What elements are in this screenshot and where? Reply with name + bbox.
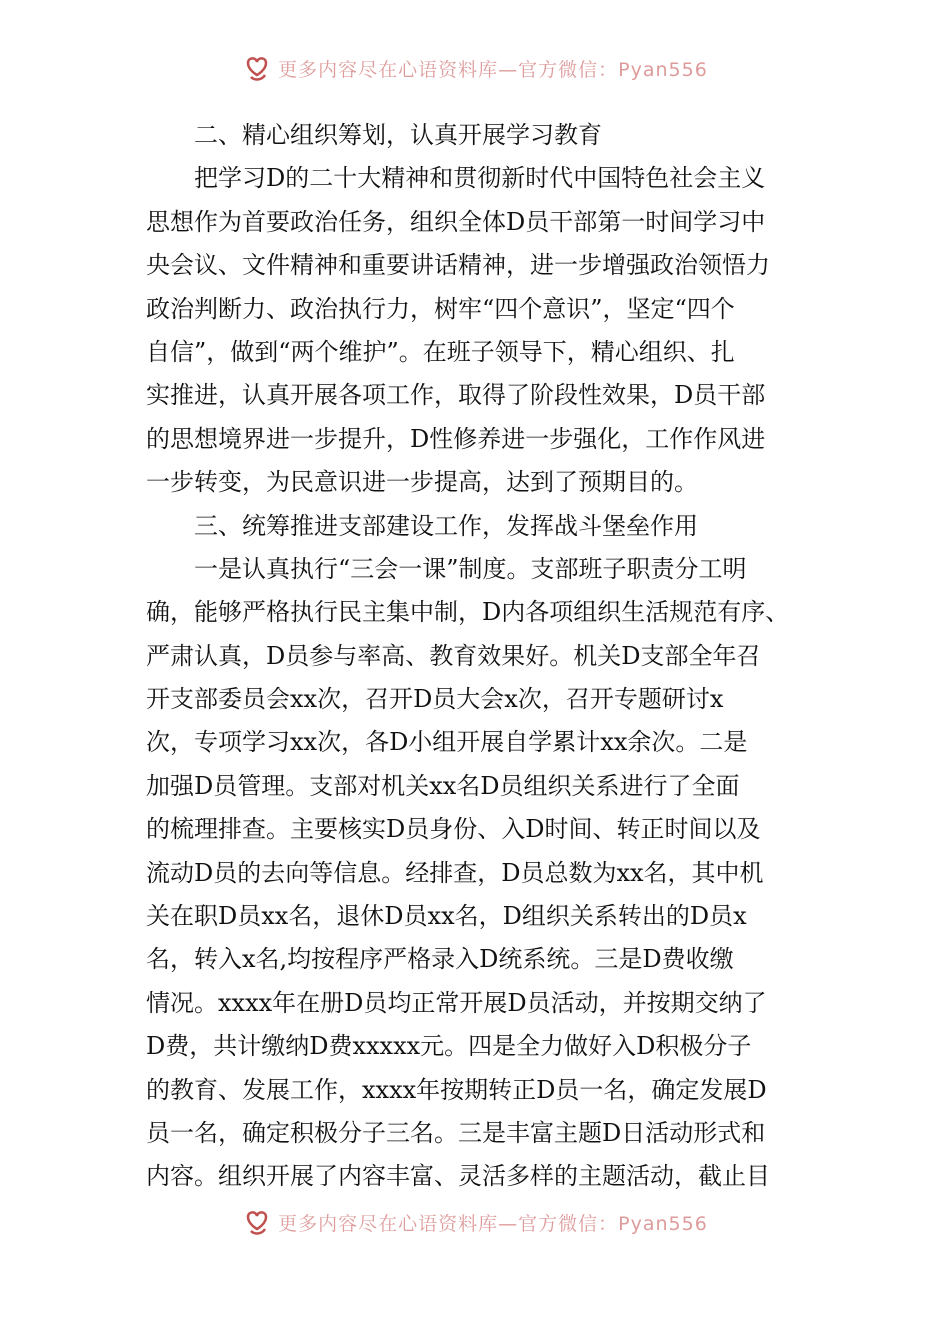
- text-line: 政治判断力、政治执行力，树牢“四个意识”，坚定“四个: [146, 294, 735, 323]
- text-line: 的教育、发展工作，xxxx年按期转正D员一名，确定发展D: [146, 1075, 767, 1104]
- text-line: 严肃认真，D员参与率高、教育效果好。机关D支部全年召: [146, 641, 761, 670]
- watermark-text: 更多内容尽在心语资料库—官方微信：Pyan556: [278, 1212, 708, 1235]
- watermark-logo-icon: [242, 53, 272, 83]
- text-line: 思想作为首要政治任务，组织全体D员干部第一时间学习中: [146, 207, 766, 236]
- text-line: 实推进，认真开展各项工作，取得了阶段性效果，D员干部: [146, 381, 766, 410]
- document-body: [146, 114, 810, 1199]
- text-line: 的思想境界进一步提升，D性修养进一步强化，工作作风进: [146, 424, 766, 453]
- text-line: 关在职D员xx名，退休D员xx名，D组织关系转出的D员x: [146, 902, 747, 931]
- text-line: 加强D员管理。支部对机关xx名D员组织关系进行了全面: [146, 771, 740, 800]
- text-line: 央会议、文件精神和重要讲话精神，进一步增强政治领悟力: [146, 251, 770, 280]
- text-line: 确，能够严格执行民主集中制，D内各项组织生活规范有序、: [146, 598, 790, 627]
- text-line: 流动D员的去向等信息。经排查，D员总数为xx名，其中机: [146, 858, 764, 887]
- text-line: 三、统筹推进支部建设工作，发挥战斗堡垒作用: [194, 511, 698, 540]
- text-line: 名，转入x名,均按程序严格录入D统系统。三是D费收缴: [146, 945, 734, 974]
- watermark-text: 更多内容尽在心语资料库—官方微信：Pyan556: [278, 58, 708, 81]
- watermark-logo-icon: [242, 1207, 272, 1237]
- text-line: 一是认真执行“三会一课”制度。支部班子职责分工明: [194, 554, 747, 583]
- text-line: 二、精心组织筹划，认真开展学习教育: [194, 121, 602, 149]
- footer-watermark: [0, 1202, 950, 1242]
- text-line: 次，专项学习xx次，各D小组开展自学累计xx余次。二是: [146, 728, 748, 757]
- text-line: 情况。xxxx年在册D员均正常开展D员活动，并按期交纳了: [146, 988, 767, 1017]
- text-line: 的梳理排查。主要核实D员身份、入D时间、转正时间以及: [146, 815, 761, 844]
- text-line: D费，共计缴纳D费xxxxx元。四是全力做好入D积极分子: [146, 1032, 752, 1061]
- text-line: 员一名，确定积极分子三名。三是丰富主题D日活动形式和: [146, 1118, 766, 1147]
- text-line: 自信”，做到“两个维护”。在班子领导下，精心组织、扎: [146, 337, 735, 366]
- text-line: 内容。组织开展了内容丰富、灵活多样的主题活动，截止目: [146, 1162, 770, 1191]
- text-line: 把学习D的二十大精神和贯彻新时代中国特色社会主义: [194, 164, 766, 193]
- text-line: 开支部委员会xx次，召开D员大会x次，召开专题研讨x: [146, 685, 724, 714]
- header-watermark: [0, 48, 950, 88]
- text-line: 一步转变，为民意识进一步提高，达到了预期目的。: [146, 468, 698, 497]
